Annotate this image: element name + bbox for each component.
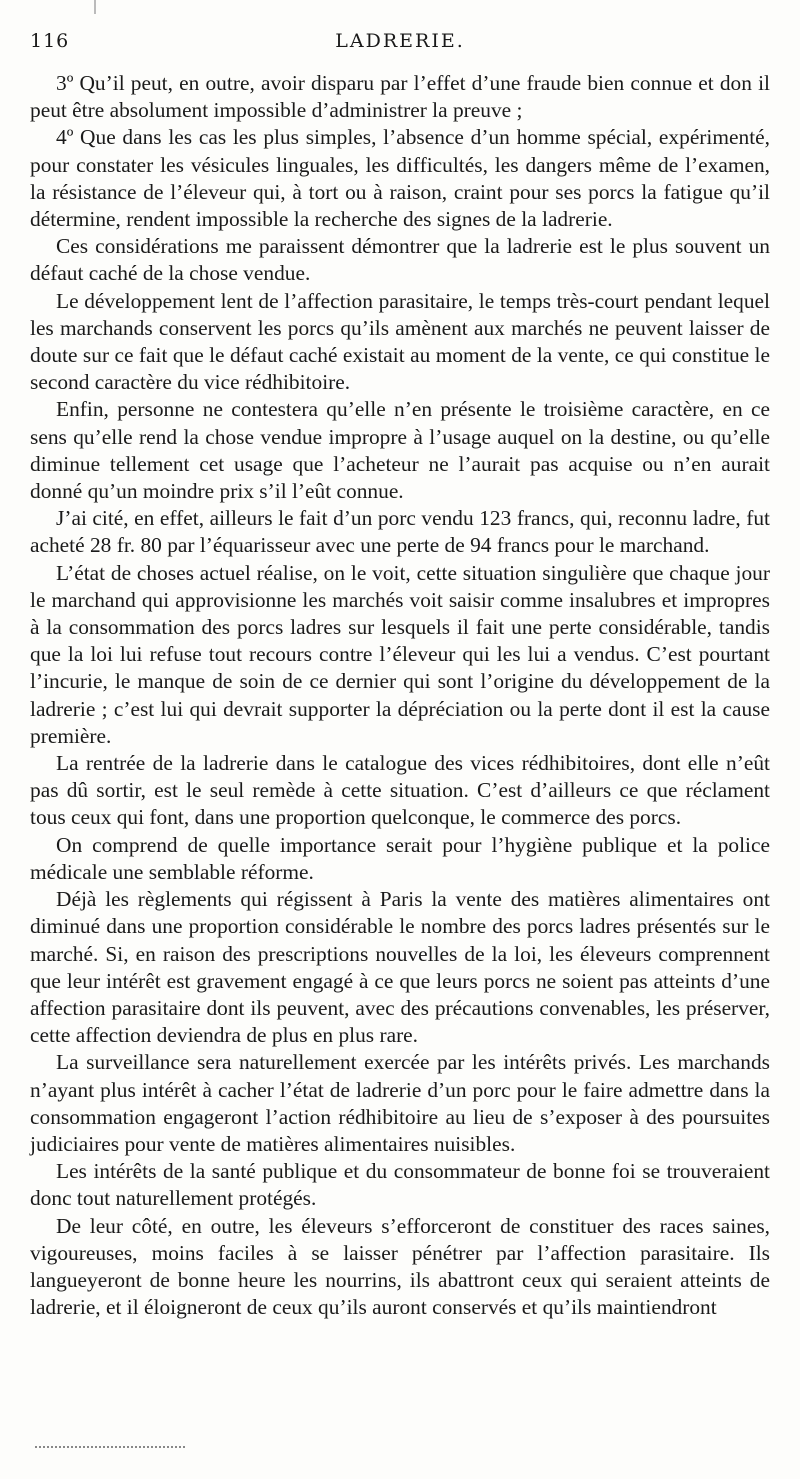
paragraph: La surveillance sera naturellement exercée par les intérêts privés. Les marchands n’ayant plus intérêt à cacher l’état de ladrerie d’un porc pour le faire admettre dans la consommation engageront l’action rédhibitoire au lieu de s’exposer à des poursuites judiciaires pour vente de matières alimentaires nuisibles. — [30, 1050, 770, 1156]
paragraph: Les intérêts de la santé publique et du consommateur de bonne foi se trouveraient donc tout naturellement protégés. — [30, 1159, 770, 1211]
paragraph: 3º Qu’il peut, en outre, avoir disparu par l’effet d’une fraude bien connue et don il peut être absolument impossible d’administrer la preuve ; — [30, 71, 770, 123]
paragraph: 4º Que dans les cas les plus simples, l’absence d’un homme spécial, expérimenté, pour constater les vésicules linguales, les difficultés, les dangers même de l’examen, la résistance de l’éleveur qui, à tort ou à raison, craint pour ses porcs la fatigue qu’il détermine, rendent impossible la recherche des signes de la ladrerie. — [30, 125, 770, 232]
paragraph: On comprend de quelle importance serait pour l’hygiène publique et la police médicale une semblable réforme. — [30, 832, 770, 884]
footer-rule — [35, 1446, 185, 1448]
body-text — [30, 70, 770, 1321]
scan-mark — [94, 0, 96, 14]
page-header — [30, 30, 770, 70]
paragraph: De leur côté, en outre, les éleveurs s’efforceront de constituer des races saines, vigoureuses, moins faciles à se laisser pénétrer par l’affection parasitaire. Ils langueyeront de bonne heure les nourrins, ils abattront ceux qui seraient atteints de ladrerie, et il éloigneront de ceux qu’ils auront conservés et qu’ils maintiendront — [30, 1213, 770, 1320]
paragraph: L’état de choses actuel réalise, on le voit, cette situation singulière que chaque jour le marchand qui approvisionne les marchés voit saisir comme insalubres et impropres à la consommation des porcs ladres sur lesquels il fait une perte considérable, tandis que la loi lui refuse tout recours contre l’éleveur qui les lui a vendus. C’est pourtant l’incurie, le manque de soin de ce dernier qui sont l’origine du développement de la ladrerie ; c’est lui qui devrait supporter la dépréciation ou la perte dont il est la cause première. — [30, 560, 770, 748]
page-number: 116 — [30, 30, 70, 52]
book-page — [30, 30, 770, 1321]
paragraph: Ces considérations me paraissent démontrer que la ladrerie est le plus souvent un défaut caché de la chose vendue. — [30, 234, 770, 286]
paragraph: La rentrée de la ladrerie dans le catalogue des vices rédhibitoires, dont elle n’eût pas dû sortir, est le seul remède à cette situation. C’est d’ailleurs ce que réclament tous ceux qui font, dans une proportion quelconque, le commerce des porcs. — [30, 751, 770, 830]
running-title: LADRERIE. — [335, 30, 465, 52]
paragraph: Enfin, personne ne contestera qu’elle n’en présente le troisième caractère, en ce sens qu’elle rend la chose vendue impropre à l’usage auquel on la destine, ou qu’elle diminue tellement cet usage que l’acheteur ne l’aurait pas acquise ou n’en aurait donné qu’un moindre prix s’il l’eût connue. — [30, 397, 770, 504]
paragraph: Déjà les règlements qui régissent à Paris la vente des matières alimentaires ont diminué dans une proportion considérable le nombre des porcs ladres présentés sur le marché. Si, en raison des prescriptions nouvelles de la loi, les éleveurs comprennent que leur intérêt est gravement engagé à ce que leurs porcs ne soient pas atteints d’une affection parasitaire dont ils peuvent, avec des précautions convenables, les préserver, cette affection deviendra de plus en plus rare. — [30, 887, 770, 1048]
paragraph: Le développement lent de l’affection parasitaire, le temps très-court pendant lequel les marchands conservent les porcs qu’ils amènent aux marchés ne peuvent laisser de doute sur ce fait que le défaut caché existait au moment de la vente, ce qui constitue le second caractère du vice rédhibitoire. — [30, 288, 770, 395]
paragraph: J’ai cité, en effet, ailleurs le fait d’un porc vendu 123 francs, qui, reconnu ladre, fut acheté 28 fr. 80 par l’équarisseur avec une perte de 94 francs pour le marchand. — [30, 506, 770, 558]
